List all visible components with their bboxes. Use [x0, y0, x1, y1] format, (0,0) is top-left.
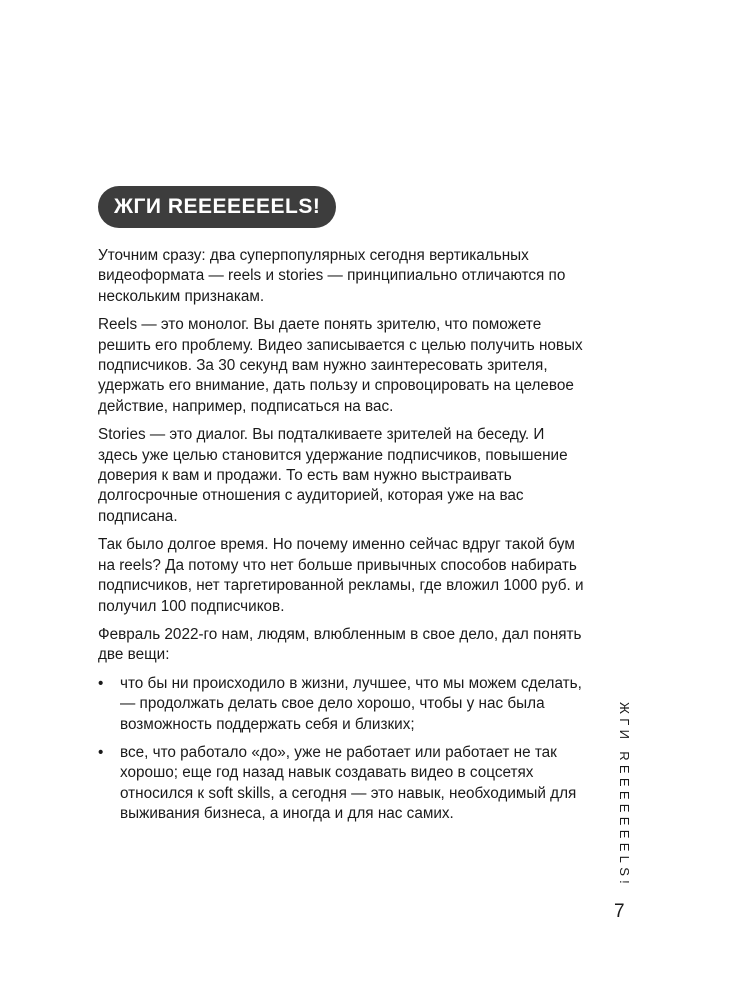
list-item-text: что бы ни происходило в жизни, лучшее, что мы можем сделать, — продолжать делать свое дело хорошо, чтобы у нас была возможность поддержать себя и близких; [120, 674, 582, 733]
bullet-icon: • [98, 743, 104, 761]
bullet-list [98, 674, 588, 825]
chapter-heading: ЖГИ REEEEEEELS! [98, 186, 336, 228]
paragraph-stories: Stories — это диалог. Вы подталкиваете зрителей на беседу. И здесь уже целью становится удержание подписчиков, повышение доверия к вам и продажи. То есть вам нужно выстраивать долгосрочные отношения с аудиторией, которая уже на вас подписана. [98, 426, 568, 525]
page-number: 7 [614, 901, 625, 922]
body-text [98, 246, 588, 833]
paragraph-boom: Так было долгое время. Но почему именно сейчас вдруг такой бум на reels? Да потому что нет больше привычных способов набирать подписчиков, нет таргетированной рекламы, где вложил 1000 руб. и получил 100 подписчиков. [98, 536, 584, 615]
paragraph-february: Февраль 2022-го нам, людям, влюбленным в свое дело, дал понять две вещи: [98, 625, 582, 664]
running-title: ЖГИ REEEEEEELS! [617, 702, 632, 889]
list-item-text: все, что работало «до», уже не работает или работает не так хорошо; еще год назад навык создавать видео в соцсетях относился к soft skills, а сегодня — это навык, необходимый для выживания бизнеса, а иногда и для нас самих. [120, 743, 577, 823]
list-item [98, 743, 588, 825]
bullet-icon: • [98, 674, 104, 692]
paragraph-reels: Reels — это монолог. Вы даете понять зрителю, что поможете решить его проблему. Видео записывается с целью получить новых подписчиков. За 30 секунд вам нужно заинтересовать зрителя, удержать его внимание, дать пользу и спровоцировать на целевое действие, например, подписаться на вас. [98, 316, 583, 415]
paragraph-intro: Уточним сразу: два суперпопулярных сегодня вертикальных видеоформата — reels и stories — принципиально отличаются по нескольким признакам. [98, 247, 566, 305]
list-item [98, 674, 588, 735]
